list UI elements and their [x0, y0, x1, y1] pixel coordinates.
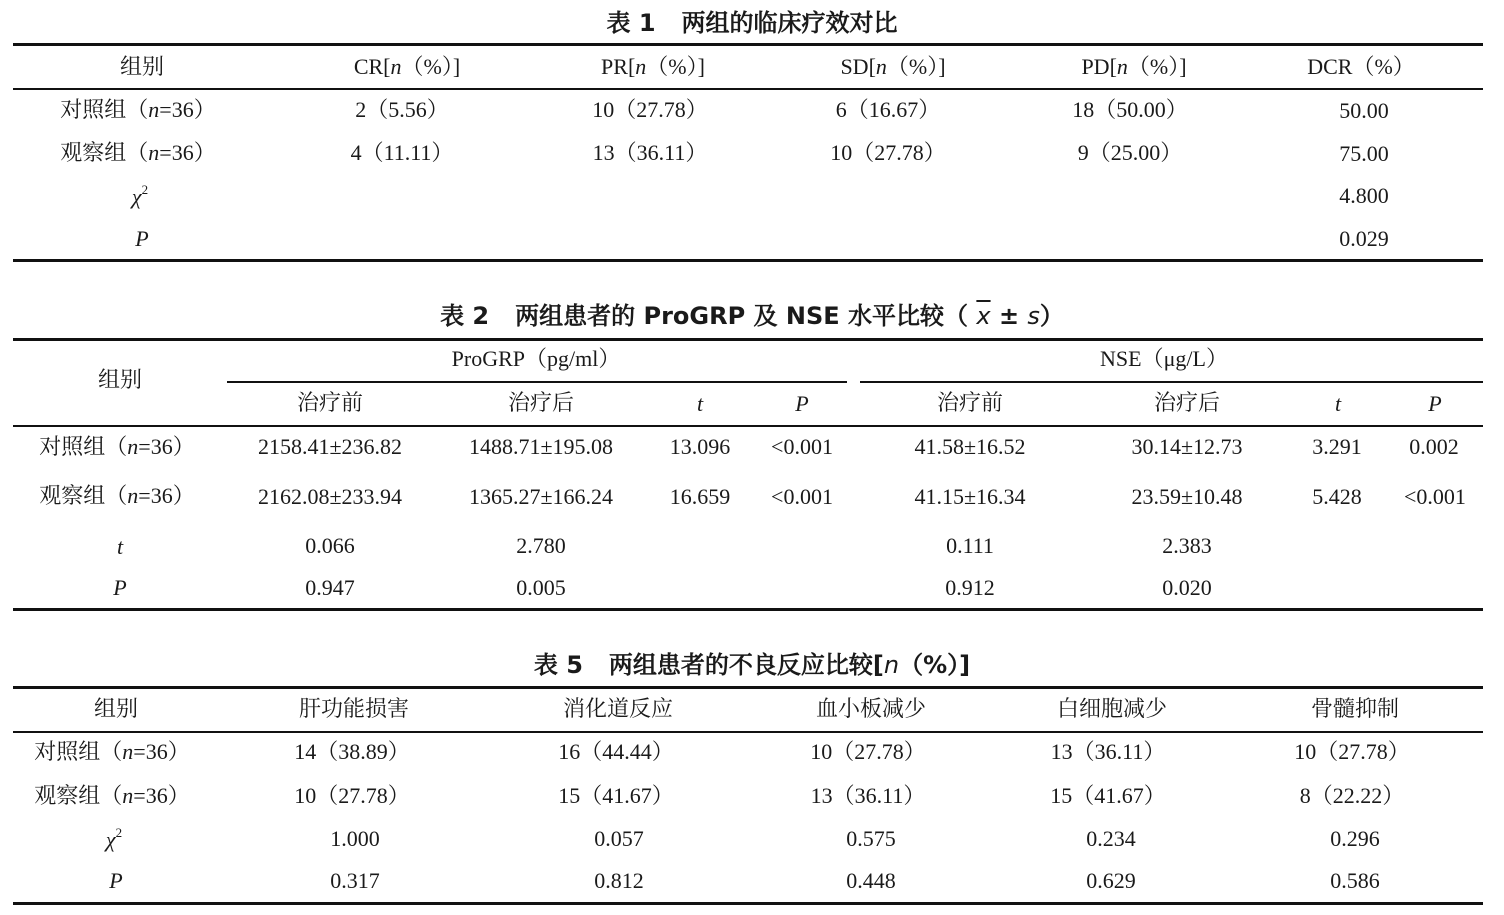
table5-chi2-text: $\chi^2$: [105, 825, 123, 852]
table2-sub-nse-after: 治疗后: [1153, 390, 1221, 415]
table5-header-marrow: 骨髓抑制: [1310, 696, 1400, 721]
table1-header-dcr: DCR（%）: [1307, 54, 1415, 79]
table5-chi2-digestive: 0.057: [594, 826, 644, 851]
table5-title-number: 表 5: [533, 651, 583, 679]
table1-row2-cr: 4（11.11）: [350, 140, 454, 165]
table1-header-rule: [13, 88, 1483, 90]
table5-p-platelet: 0.448: [846, 868, 896, 893]
table1-chi2-label: [131, 182, 149, 209]
table2-row2-nse-after: 23.59±10.48: [1131, 484, 1243, 509]
table5-row2-liver: 10（27.78）: [294, 783, 410, 808]
table1-row2-sd: 10（27.78）: [830, 140, 946, 165]
table2-progrp-span-rule: [227, 381, 847, 383]
table2-row2-pg-t: 16.659: [669, 484, 731, 509]
table1-row1-pd: 18（50.00）: [1072, 97, 1188, 122]
table5-row2-wbc: 15（41.67）: [1050, 783, 1166, 808]
table1-row1-cr: 2（5.56）: [355, 97, 449, 122]
table2-row2-pg-after: 1365.27±166.24: [468, 484, 614, 509]
table2-header-nse: NSE（μg/L）: [1100, 346, 1228, 371]
table2-row1-group: 对照组（n=36）: [39, 434, 195, 459]
table2-header-rule: [13, 425, 1483, 427]
table2-header-progrp: ProGRP（pg/ml）: [451, 346, 621, 371]
table5-p-wbc: 0.629: [1086, 868, 1136, 893]
table2-p-label: P: [113, 575, 127, 600]
table1-title-text: 两组的临床疗效对比: [681, 9, 898, 37]
table5-row1-wbc: 13（36.11）: [1050, 739, 1166, 764]
table1-row2-pd: 9（25.00）: [1077, 140, 1183, 165]
table2-sub-nse-before: 治疗前: [936, 390, 1004, 415]
table1-header-pr: PR[n（%）]: [601, 54, 705, 79]
table1-p-dcr: 0.029: [1339, 226, 1389, 251]
table5-row2-group: 观察组（n=36）: [34, 783, 190, 808]
table2-header-group: 组别: [97, 367, 143, 392]
table2-row1-nse-t: 3.291: [1312, 434, 1362, 459]
table5-top-rule: [13, 686, 1483, 689]
table5-title-text: 两组患者的不良反应比较[n（%）]: [608, 651, 971, 679]
table1-header-pd: PD[n（%）]: [1081, 54, 1187, 79]
table2-t-nse-before: 0.111: [946, 533, 994, 558]
table2-row2-pg-before: 2162.08±233.94: [257, 484, 403, 509]
table2-bottom-rule: [13, 608, 1483, 611]
table2-row1-nse-after: 30.14±12.73: [1131, 434, 1243, 459]
table5-chi2-platelet: 0.575: [846, 826, 896, 851]
table2-row1-pg-p: <0.001: [771, 434, 833, 459]
table1-row2-dcr: 75.00: [1339, 141, 1389, 166]
table5-row1-liver: 14（38.89）: [294, 739, 410, 764]
table5-chi2-label: [105, 825, 123, 852]
table2-row2-pg-p: <0.001: [771, 484, 833, 509]
table5-chi2-marrow: 0.296: [1330, 826, 1380, 851]
table5-row2-digestive: 15（41.67）: [558, 783, 674, 808]
table2-p-nse-before: 0.912: [945, 575, 995, 600]
table2-title-sd: s: [1027, 302, 1040, 330]
table2-sub-pg-after: 治疗后: [507, 390, 575, 415]
table2-sub-pg-t: t: [696, 391, 704, 416]
table2-title: [0, 301, 1504, 331]
table1-p-label: P: [135, 226, 149, 251]
table1-row2-group: 观察组（n=36）: [60, 140, 216, 165]
table1-header-group: 组别: [119, 54, 165, 79]
table5-p-digestive: 0.812: [594, 868, 644, 893]
table2-title-pm: ±: [998, 302, 1020, 330]
table5-chi2-liver: 1.000: [330, 826, 380, 851]
table1-chi2-text: $\chi^2$: [131, 182, 149, 209]
table5-chi2-wbc: 0.234: [1086, 826, 1136, 851]
table5-header-rule: [13, 731, 1483, 733]
table5-header-liver: 肝功能损害: [298, 696, 410, 721]
table5-title: [0, 650, 1504, 680]
table2-t-nse-after: 2.383: [1162, 533, 1212, 558]
table1-bottom-rule: [13, 259, 1483, 262]
table1-row1-pr: 10（27.78）: [592, 97, 708, 122]
table5-bottom-rule: [13, 902, 1483, 905]
table1-row1-group: 对照组（n=36）: [60, 97, 216, 122]
table2-title-mean: $\overline{x}$: [976, 302, 991, 330]
table2-t-label: t: [116, 534, 124, 559]
table1-row1-sd: 6（16.67）: [835, 97, 941, 122]
table2-t-pg-before: 0.066: [305, 533, 355, 558]
table2-title-text: 两组患者的 ProGRP 及 NSE 水平比较（: [515, 302, 969, 330]
table2-sub-pg-before: 治疗前: [296, 390, 364, 415]
table1-header-sd: SD[n（%）]: [840, 54, 946, 79]
table2-nse-span-rule: [860, 381, 1483, 383]
table2-sub-nse-t: t: [1334, 391, 1342, 416]
table5-p-liver: 0.317: [330, 868, 380, 893]
table5-row2-platelet: 13（36.11）: [810, 783, 926, 808]
table2-t-pg-after: 2.780: [516, 533, 566, 558]
table2-sub-nse-p: P: [1428, 391, 1442, 416]
table5-header-digestive: 消化道反应: [562, 696, 674, 721]
table1-title-number: 表 1: [606, 9, 656, 37]
table5-row2-marrow: 8（22.22）: [1299, 783, 1405, 808]
table5-p-label: P: [109, 868, 123, 893]
table5-header-platelet: 血小板减少: [815, 696, 927, 721]
table5-header-wbc: 白细胞减少: [1056, 696, 1168, 721]
table2-row2-nse-t: 5.428: [1312, 484, 1362, 509]
table2-p-pg-before: 0.947: [305, 575, 355, 600]
table5-p-marrow: 0.586: [1330, 868, 1380, 893]
table2-row1-pg-after: 1488.71±195.08: [468, 434, 614, 459]
table1-top-rule: [13, 43, 1483, 46]
table2-row2-nse-p: <0.001: [1404, 484, 1466, 509]
table2-row1-nse-p: 0.002: [1409, 434, 1459, 459]
table1-row1-dcr: 50.00: [1339, 98, 1389, 123]
table2-title-number: 表 2: [440, 302, 490, 330]
table5-row1-group: 对照组（n=36）: [34, 739, 190, 764]
table5-row1-marrow: 10（27.78）: [1294, 739, 1410, 764]
table1-chi2-dcr: 4.800: [1339, 183, 1389, 208]
table2-row1-nse-before: 41.58±16.52: [914, 434, 1026, 459]
table2-p-pg-after: 0.005: [516, 575, 566, 600]
table2-row2-group: 观察组（n=36）: [39, 483, 195, 508]
table5-header-group: 组别: [93, 696, 139, 721]
table1-header-cr: CR[n（%）]: [353, 54, 461, 79]
table2-row1-pg-t: 13.096: [669, 434, 731, 459]
table2-p-nse-after: 0.020: [1162, 575, 1212, 600]
table1-title: [0, 8, 1504, 38]
table2-top-rule: [13, 338, 1483, 341]
table5-row1-platelet: 10（27.78）: [810, 739, 926, 764]
table2-sub-pg-p: P: [795, 391, 809, 416]
table2-row1-pg-before: 2158.41±236.82: [257, 434, 403, 459]
table5-row1-digestive: 16（44.44）: [558, 739, 674, 764]
table2-title-close: ）: [1039, 302, 1064, 330]
table2-row2-nse-before: 41.15±16.34: [914, 484, 1026, 509]
table1-row2-pr: 13（36.11）: [592, 140, 708, 165]
